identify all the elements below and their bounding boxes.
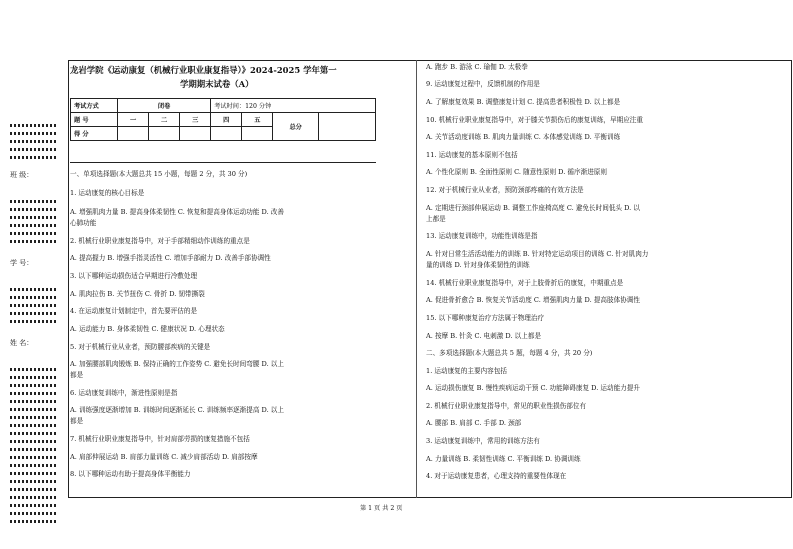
dotted-line: [10, 140, 58, 143]
question-no-3: 三: [180, 113, 211, 127]
question-options: A. 个性化原则 B. 全面性原则 C. 随意性原则 D. 循序渐进原则: [426, 168, 607, 176]
dotted-line: [10, 200, 58, 203]
question-stem: 7. 机械行业职业康复指导中，针对肩部劳损的康复措施不包括: [70, 435, 250, 443]
dotted-line: [10, 368, 58, 371]
student-id-label: 学 号：: [10, 259, 34, 267]
exam-title: [70, 63, 380, 91]
exam-mode-label: 考试方式: [71, 99, 118, 113]
total-label: 总分: [273, 113, 319, 141]
dotted-line: [10, 512, 58, 515]
dotted-line: [10, 432, 58, 435]
dotted-line: [10, 400, 58, 403]
dotted-line: [10, 504, 58, 507]
question-options: A. 运动能力 B. 身体柔韧性 C. 健康状况 D. 心理状态: [70, 325, 225, 333]
exam-time: 考试时间：120 分钟: [211, 99, 376, 113]
dotted-line: [10, 148, 58, 151]
question-options: 都是: [70, 371, 84, 379]
score-cell-5[interactable]: [242, 127, 273, 141]
question-stem: 2. 机械行业职业康复指导中，常见的职业性损伤部位有: [426, 402, 587, 410]
question-options: A. 按摩 B. 针灸 C. 电刺激 D. 以上都是: [426, 332, 542, 340]
question-options: A. 关节活动度训练 B. 肌肉力量训练 C. 本体感觉训练 D. 平衡训练: [426, 133, 621, 141]
question-options: A. 促进骨折愈合 B. 恢复关节活动度 C. 增强肌肉力量 D. 提高肢体协调性: [426, 296, 640, 304]
score-table: [70, 98, 376, 141]
dotted-line: [10, 424, 58, 427]
binding-sidebar: [8, 120, 58, 530]
question-options: A. 加强腰部肌肉锻炼 B. 保持正确的工作姿势 C. 避免长时间弯腰 D. 以上: [70, 360, 284, 368]
dotted-line: [10, 240, 58, 243]
dotted-line: [10, 448, 58, 451]
question-stem: 14. 机械行业职业康复指导中，对于上肢骨折后的康复，中期重点是: [426, 279, 624, 287]
question-stem: 2. 机械行业职业康复指导中，对于手部精细动作训练的重点是: [70, 237, 250, 245]
question-stem: 1. 运动康复的主要内容包括: [426, 367, 507, 375]
question-stem: 4. 在运动康复计划制定中，首先要评估的是: [70, 307, 198, 315]
question-options: 上都是: [426, 215, 446, 223]
question-options: A. 肩部伸展运动 B. 肩部力量训练 C. 减少肩部活动 D. 肩部按摩: [70, 453, 258, 461]
question-stem: 6. 运动康复训练中，渐进性原则是指: [70, 389, 178, 397]
question-stem: 12. 对于机械行业从业者，预防颈部疼痛的有效方法是: [426, 186, 584, 194]
question-options: A. 力量训练 B. 柔韧性训练 C. 平衡训练 D. 协调训练: [426, 455, 581, 463]
question-options: 都是: [70, 417, 84, 425]
dotted-line: [10, 456, 58, 459]
score-cell-3[interactable]: [180, 127, 211, 141]
name-label: 姓 名：: [10, 339, 34, 347]
question-options: A. 肌肉拉伤 B. 关节扭伤 C. 骨折 D. 韧带撕裂: [70, 290, 205, 298]
title-line-1: 龙岩学院《运动康复（机械行业职业康复指导）》2024-2025 学年第一: [70, 65, 337, 75]
question-stem: 15. 以下哪种康复治疗方法属于物理治疗: [426, 314, 545, 322]
dotted-line: [10, 440, 58, 443]
dotted-line: [10, 320, 58, 323]
question-stem: 8. 以下哪种运动有助于提高身体平衡能力: [70, 470, 191, 478]
question-stem: 11. 运动康复的基本原则不包括: [426, 151, 518, 159]
question-options: A. 提高握力 B. 增强手指灵活性 C. 增加手部耐力 D. 改善手部协调性: [70, 254, 271, 262]
score-cell-2[interactable]: [149, 127, 180, 141]
dotted-line: [10, 216, 58, 219]
page-number: 第 1 页 共 2 页: [360, 505, 403, 512]
question-options: A. 跑步 B. 游泳 C. 瑜伽 D. 太极拳: [426, 63, 528, 71]
question-no-4: 四: [211, 113, 242, 127]
question-options: A. 针对日常生活活动能力的训练 B. 针对特定运动项目的训练 C. 针对肌肉力: [426, 250, 649, 258]
dotted-line: [10, 208, 58, 211]
question-stem: 13. 运动康复训练中，功能性训练是指: [426, 232, 538, 240]
dotted-line: [10, 520, 58, 523]
section-heading: 二、多项选择题(本大题总共 5 题，每题 4 分，共 20 分): [426, 349, 593, 357]
dotted-line: [10, 488, 58, 491]
question-stem: 1. 运动康复的核心目标是: [70, 189, 145, 197]
dotted-line: [10, 156, 58, 159]
dotted-line: [10, 296, 58, 299]
dotted-line: [10, 132, 58, 135]
question-stem: 10. 机械行业职业康复指导中，对于膝关节损伤后的康复训练，早期应注重: [426, 116, 643, 124]
total-score-cell[interactable]: [319, 113, 376, 141]
question-options: A. 定期进行颈部伸展运动 B. 调整工作座椅高度 C. 避免长时间低头 D. 以: [426, 204, 640, 212]
score-label: 得 分: [71, 127, 118, 141]
column-divider: [416, 60, 417, 498]
dotted-line: [10, 288, 58, 291]
section-heading: 一、单项选择题(本大题总共 15 小题，每题 2 分，共 30 分): [70, 170, 248, 178]
question-no-2: 二: [149, 113, 180, 127]
dotted-line: [10, 312, 58, 315]
score-cell-4[interactable]: [211, 127, 242, 141]
question-options: A. 腰部 B. 肩部 C. 手部 D. 颈部: [426, 419, 522, 427]
question-stem: 5. 对于机械行业从业者，预防腰部疾病的关键是: [70, 343, 211, 351]
dotted-line: [10, 384, 58, 387]
question-options: 心肺功能: [70, 219, 97, 227]
question-stem: 3. 运动康复训练中，常用的训练方法有: [426, 437, 540, 445]
question-stem: 9. 运动康复过程中，反馈机制的作用是: [426, 80, 540, 88]
question-options: A. 了解康复效果 B. 调整康复计划 C. 提高患者积极性 D. 以上都是: [426, 98, 621, 106]
question-options: A. 增强肌肉力量 B. 提高身体柔韧性 C. 恢复和提高身体运动功能 D. 改善: [70, 208, 284, 216]
dotted-line: [10, 480, 58, 483]
dotted-line: [10, 392, 58, 395]
dotted-line: [10, 408, 58, 411]
question-options: A. 训练强度逐渐增加 B. 训练时间逐渐延长 C. 训练频率逐渐提高 D. 以上: [70, 406, 284, 414]
question-options: 量的训练 D. 针对身体柔韧性的训练: [426, 261, 530, 269]
question-stem: 3. 以下哪种运动损伤适合早期进行冷敷处理: [70, 272, 198, 280]
dotted-line: [10, 472, 58, 475]
class-label: 班 级：: [10, 171, 34, 179]
question-no-label: 题 号: [71, 113, 118, 127]
question-stem: 4. 对于运动康复患者，心理支持的重要性体现在: [426, 472, 567, 480]
dotted-line: [10, 496, 58, 499]
dotted-line: [10, 464, 58, 467]
question-no-1: 一: [118, 113, 149, 127]
exam-mode-value: 闭卷: [118, 99, 211, 113]
dotted-line: [10, 232, 58, 235]
dotted-line: [10, 304, 58, 307]
score-cell-1[interactable]: [118, 127, 149, 141]
dotted-line: [10, 124, 58, 127]
section-rule: [70, 162, 376, 163]
dotted-line: [10, 376, 58, 379]
question-no-5: 五: [242, 113, 273, 127]
dotted-line: [10, 416, 58, 419]
question-options: A. 运动损伤康复 B. 慢性疾病运动干预 C. 功能障碍康复 D. 运动能力提升: [426, 384, 640, 392]
title-line-2: 学期期末试卷（A）: [180, 79, 254, 89]
dotted-line: [10, 224, 58, 227]
